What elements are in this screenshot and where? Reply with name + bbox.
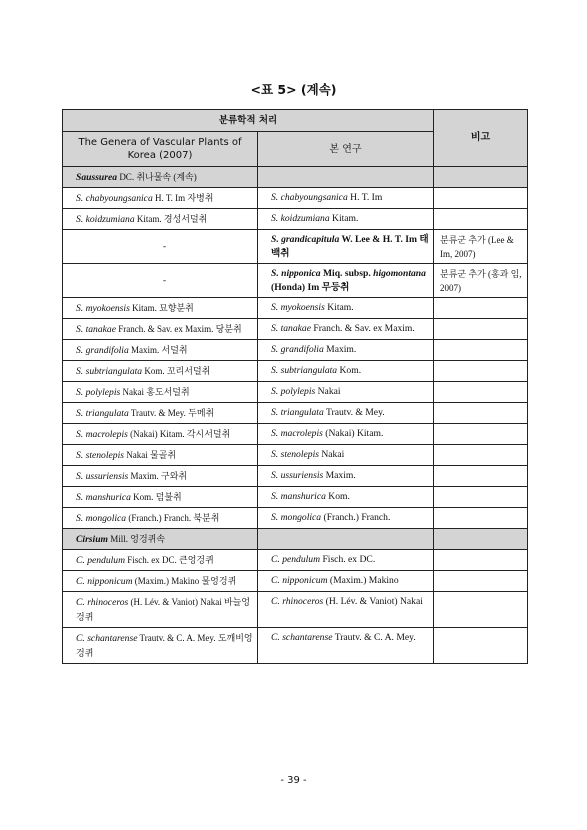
scientific-name: S. polylepis xyxy=(76,387,121,398)
scientific-name: S. subtriangulata xyxy=(76,366,143,377)
reference-cell xyxy=(63,592,258,628)
this-study-cell xyxy=(258,628,434,664)
remarks-cell xyxy=(434,319,528,340)
header-group: 분류학적 처리 xyxy=(63,110,434,132)
scientific-name: S. tanakae xyxy=(271,323,311,334)
author-text: H. T. Im xyxy=(347,192,383,203)
scientific-name: S. chabyoungsanica xyxy=(76,193,153,204)
scientific-name: S. tanakae xyxy=(76,324,116,335)
taxonomy-table xyxy=(62,109,528,664)
scientific-name: Cirsium xyxy=(76,534,108,545)
remarks-cell xyxy=(434,487,528,508)
scientific-name: S. grandifolia xyxy=(271,344,324,355)
scientific-name: S. triangulata xyxy=(271,407,324,418)
scientific-name: C. rhinoceros xyxy=(76,597,129,608)
this-study-cell xyxy=(258,424,434,445)
author-text: (Maxim.) Makino xyxy=(327,575,399,586)
remarks-cell xyxy=(434,209,528,230)
author-text: Fisch. ex DC. xyxy=(320,554,376,565)
subspecies-name: higomontana xyxy=(373,268,426,279)
author-text: Maxim. xyxy=(323,470,356,481)
author-text: Nakai xyxy=(318,449,345,460)
author-common-name: Nakai 홍도서덜취 xyxy=(120,387,190,397)
author-common-name: Kitam. 경성서덜취 xyxy=(134,214,208,224)
scientific-name: S. grandicapitula xyxy=(271,234,340,245)
scientific-name: S. triangulata xyxy=(76,408,129,419)
author-common-name: (Maxim.) Makino 물엉겅퀴 xyxy=(132,576,237,586)
author-common-name: Kom. 꼬리서덜취 xyxy=(142,366,211,376)
author-text: Trautv. & C. A. Mey. xyxy=(332,632,416,643)
this-study-cell xyxy=(258,487,434,508)
page-number: - 39 - xyxy=(280,775,307,786)
this-study-cell xyxy=(258,466,434,487)
this-study-cell xyxy=(258,529,434,550)
scientific-name: S. macrolepis xyxy=(271,428,323,439)
scientific-name: S. myokoensis xyxy=(76,303,130,314)
remarks-cell xyxy=(434,424,528,445)
this-study-cell xyxy=(258,445,434,466)
author-common-name: (H. Lév. & Vaniot) Nakai 바늘엉겅퀴 xyxy=(76,597,251,622)
author-common-name: (Nakai) Kitam. 각시서덜취 xyxy=(127,429,231,439)
reference-cell xyxy=(63,508,258,529)
this-study-cell xyxy=(258,298,434,319)
author-common-name: H. T. Im 자병취 xyxy=(152,193,214,203)
remark-text: 분류군 추가 (홍과 임, 2007) xyxy=(440,269,522,293)
table-row xyxy=(63,403,528,424)
scientific-name: C. schantarense xyxy=(76,633,138,644)
dash-text: - xyxy=(162,241,167,252)
table-row xyxy=(63,571,528,592)
header-remarks: 비고 xyxy=(434,110,528,167)
scientific-name: S. koidzumiana xyxy=(76,214,135,225)
author-text: Franch. & Sav. ex Maxim. xyxy=(310,323,415,334)
scientific-name: S. ussuriensis xyxy=(271,470,324,481)
author-common-name: Maxim. 서덜취 xyxy=(128,345,188,355)
scientific-name: C. nipponicum xyxy=(271,575,328,586)
scientific-name: S. koidzumiana xyxy=(271,213,330,224)
reference-cell xyxy=(63,403,258,424)
this-study-cell xyxy=(258,550,434,571)
remarks-cell xyxy=(434,529,528,550)
table-row xyxy=(63,424,528,445)
reference-cell xyxy=(63,361,258,382)
reference-cell xyxy=(63,382,258,403)
remarks-cell xyxy=(434,466,528,487)
author-text: W. Lee & H. T. Im 태백취 xyxy=(271,234,429,259)
remarks-cell xyxy=(434,298,528,319)
remarks-cell xyxy=(434,167,528,188)
table-row xyxy=(63,592,528,628)
remarks-cell xyxy=(434,340,528,361)
author-text: (H. Lév. & Vaniot) Nakai xyxy=(323,596,423,607)
reference-cell xyxy=(63,466,258,487)
table-row xyxy=(63,319,528,340)
this-study-cell xyxy=(258,361,434,382)
table-row xyxy=(63,487,528,508)
this-study-cell xyxy=(258,167,434,188)
this-study-cell xyxy=(258,382,434,403)
reference-cell xyxy=(63,209,258,230)
this-study-cell xyxy=(258,230,434,264)
this-study-cell xyxy=(258,508,434,529)
scientific-name: S. macrolepis xyxy=(76,429,128,440)
scientific-name: C. rhinoceros xyxy=(271,596,324,607)
remarks-cell xyxy=(434,592,528,628)
reference-cell xyxy=(63,298,258,319)
author-common-name: Kitam. 묘향분취 xyxy=(129,303,194,313)
remarks-cell xyxy=(434,628,528,664)
author-text: Kom. xyxy=(337,365,362,376)
author-common-name: DC. 취나물속 (계속) xyxy=(117,172,197,182)
table-row xyxy=(63,628,528,664)
scientific-name: C. schantarense xyxy=(271,632,333,643)
reference-cell xyxy=(63,529,258,550)
author-text: (Franch.) Franch. xyxy=(321,512,391,523)
author-common-name: Fisch. ex DC. 큰엉겅퀴 xyxy=(125,555,214,565)
remarks-cell xyxy=(434,188,528,209)
genus-row xyxy=(63,167,528,188)
header-reference: The Genera of Vascular Plants of Korea (2007) xyxy=(63,132,258,167)
this-study-cell xyxy=(258,264,434,298)
author-common-name: Trautv. & C. A. Mey. 도깨비엉겅퀴 xyxy=(76,633,253,658)
this-study-cell xyxy=(258,403,434,424)
author-common-name: Kom. 덤불취 xyxy=(130,492,182,502)
author-text: Maxim. xyxy=(323,344,357,355)
table-row xyxy=(63,298,528,319)
scientific-name: C. pendulum xyxy=(271,554,321,565)
author-common-name: Mill. 엉겅퀴속 xyxy=(108,534,166,544)
table-row xyxy=(63,230,528,264)
remarks-cell xyxy=(434,403,528,424)
table-row xyxy=(63,445,528,466)
this-study-cell xyxy=(258,340,434,361)
author-text: Kitam. xyxy=(329,213,359,224)
remarks-cell xyxy=(434,230,528,264)
reference-cell xyxy=(63,424,258,445)
this-study-cell xyxy=(258,209,434,230)
reference-cell xyxy=(63,230,258,264)
genus-row xyxy=(63,529,528,550)
scientific-name: S. chabyoungsanica xyxy=(271,192,348,203)
scientific-name: Saussurea xyxy=(76,172,118,183)
author-common-name: Maxim. 구와취 xyxy=(128,471,188,481)
author-common-name: Franch. & Sav. ex Maxim. 당분취 xyxy=(115,324,242,334)
scientific-name: S. manshurica xyxy=(271,491,326,502)
scientific-name: S. mongolica xyxy=(76,513,127,524)
author-text: Kitam. xyxy=(324,302,354,313)
remarks-cell xyxy=(434,382,528,403)
dash-text: - xyxy=(162,275,167,286)
table-row xyxy=(63,188,528,209)
scientific-name: S. polylepis xyxy=(271,386,316,397)
remarks-cell xyxy=(434,445,528,466)
table-row xyxy=(63,264,528,298)
reference-cell xyxy=(63,487,258,508)
table-row xyxy=(63,382,528,403)
author-text: (Nakai) Kitam. xyxy=(322,428,384,439)
this-study-cell xyxy=(258,571,434,592)
scientific-name: S. stenolepis xyxy=(76,450,124,461)
scientific-name: S. manshurica xyxy=(76,492,131,503)
remarks-cell xyxy=(434,550,528,571)
reference-cell xyxy=(63,628,258,664)
author-text: Nakai xyxy=(315,386,341,397)
remarks-cell xyxy=(434,571,528,592)
remarks-cell xyxy=(434,508,528,529)
header-this-study: 본 연구 xyxy=(258,132,434,167)
this-study-cell xyxy=(258,188,434,209)
scientific-name: S. grandifolia xyxy=(76,345,129,356)
table-row xyxy=(63,361,528,382)
table-row xyxy=(63,466,528,487)
author-text: (Honda) Im 무등취 xyxy=(271,282,350,293)
reference-cell xyxy=(63,188,258,209)
remarks-cell xyxy=(434,361,528,382)
author-common-name: Trautv. & Mey. 두메취 xyxy=(128,408,215,418)
scientific-name: S. stenolepis xyxy=(271,449,319,460)
table-row xyxy=(63,209,528,230)
reference-cell xyxy=(63,319,258,340)
author-common-name: Nakai 물골취 xyxy=(123,450,177,460)
reference-cell xyxy=(63,445,258,466)
scientific-name: C. pendulum xyxy=(76,555,126,566)
scientific-name: C. nipponicum xyxy=(76,576,133,587)
scientific-name: S. nipponica xyxy=(271,268,321,279)
table-caption: <표 5> (계속) xyxy=(250,82,337,97)
author-text: Trautv. & Mey. xyxy=(323,407,385,418)
reference-cell xyxy=(63,167,258,188)
reference-cell xyxy=(63,340,258,361)
scientific-name: S. mongolica xyxy=(271,512,322,523)
remarks-cell xyxy=(434,264,528,298)
scientific-name: S. myokoensis xyxy=(271,302,325,313)
table-row xyxy=(63,340,528,361)
table-body xyxy=(63,167,528,664)
reference-cell xyxy=(63,550,258,571)
author-common-name: (Franch.) Franch. 북분취 xyxy=(126,513,220,523)
remark-text: 분류군 추가 (Lee & Im, 2007) xyxy=(440,235,514,259)
reference-cell xyxy=(63,571,258,592)
reference-cell xyxy=(63,264,258,298)
author-text: Kom. xyxy=(325,491,350,502)
author-text: Miq. subsp. xyxy=(320,268,374,279)
scientific-name: S. ussuriensis xyxy=(76,471,129,482)
this-study-cell xyxy=(258,319,434,340)
table-row xyxy=(63,550,528,571)
scientific-name: S. subtriangulata xyxy=(271,365,338,376)
this-study-cell xyxy=(258,592,434,628)
table-row xyxy=(63,508,528,529)
